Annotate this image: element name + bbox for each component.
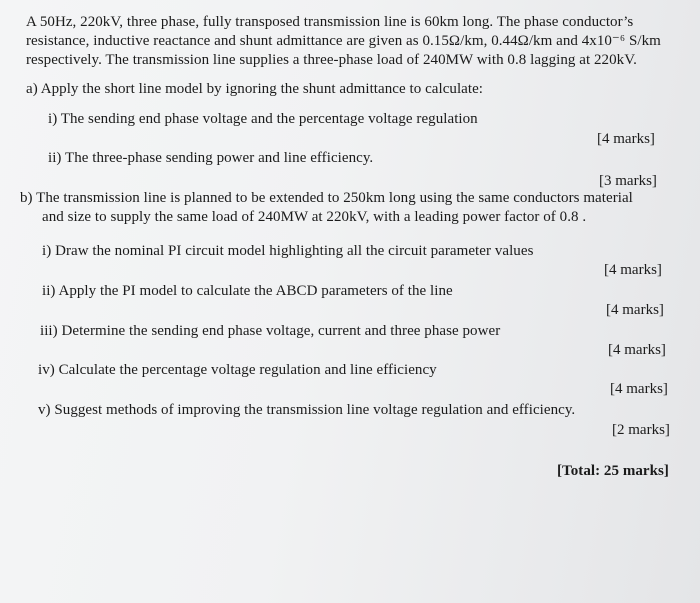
part-b-item-ii: ii) Apply the PI model to calculate the ABCD parameters of the line (42, 283, 453, 299)
part-b-item-v-marks: [2 marks] (612, 422, 670, 438)
part-b-item-i: i) Draw the nominal PI circuit model highlighting all the circuit parameter values (42, 243, 534, 259)
part-b-item-iv: iv) Calculate the percentage voltage regulation and line efficiency (38, 362, 437, 378)
part-b-item-iv-marks: [4 marks] (610, 381, 668, 397)
part-b-item-iii-marks: [4 marks] (608, 342, 666, 358)
part-b-line-2: and size to supply the same load of 240MW at 220kV, with a leading power factor of 0.8 . (42, 209, 587, 225)
intro-line-2: resistance, inductive reactance and shunt admittance are given as 0.15Ω/km, 0.44Ω/km and 4x10⁻⁶ S/km (26, 33, 661, 49)
part-b-line-1: b) The transmission line is planned to be extended to 250km long using the same conductors material (20, 190, 633, 206)
part-b-item-i-marks: [4 marks] (604, 262, 662, 278)
part-a-heading: a) Apply the short line model by ignoring the shunt admittance to calculate: (26, 81, 484, 97)
part-a-item-i: i) The sending end phase voltage and the percentage voltage regulation (48, 111, 478, 127)
intro-line-3: respectively. The transmission line supplies a three-phase load of 240MW with 0.8 lagging at 220kV. (26, 52, 637, 68)
part-a-item-i-marks: [4 marks] (597, 131, 655, 147)
part-a-item-ii-marks: [3 marks] (599, 173, 657, 189)
part-b-item-ii-marks: [4 marks] (606, 302, 664, 318)
part-b-item-iii: iii) Determine the sending end phase voltage, current and three phase power (40, 323, 501, 339)
part-a-item-ii: ii) The three-phase sending power and line efficiency. (48, 150, 374, 166)
part-b-item-v: v) Suggest methods of improving the transmission line voltage regulation and efficiency. (38, 402, 576, 418)
intro-line-1: A 50Hz, 220kV, three phase, fully transposed transmission line is 60km long. The phase conductor’s (26, 14, 634, 30)
total-marks: [Total: 25 marks] (557, 463, 669, 479)
